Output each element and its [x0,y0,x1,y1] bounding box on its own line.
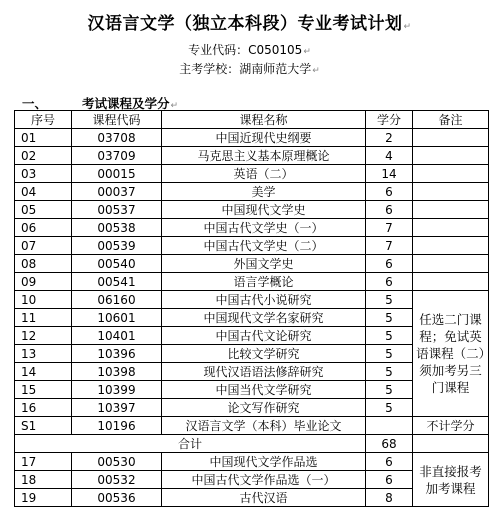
course-name: 中国古代文学作品选（一） [162,471,366,489]
course-credit: 6 [366,471,413,489]
course-credit: 4 [366,147,413,165]
course-code: 03708 [72,129,162,147]
course-name: 现代汉语语法修辞研究 [162,363,366,381]
course-code: 00536 [72,489,162,507]
course-code: 00037 [72,183,162,201]
total-label: 合计 [15,435,366,453]
return-mark-icon: ↵ [312,66,320,76]
section-number: 一、 [22,96,48,111]
course-credit: 5 [366,309,413,327]
course-name: 语言学概论 [162,273,366,291]
row-number: 08 [15,255,72,273]
course-name: 比较文学研究 [162,345,366,363]
course-credit: 5 [366,363,413,381]
course-name: 论文写作研究 [162,399,366,417]
course-code: 00539 [72,237,162,255]
course-code: 10398 [72,363,162,381]
course-code: 10601 [72,309,162,327]
course-name: 中国当代文学研究 [162,381,366,399]
table-row [15,129,489,147]
course-credit [366,417,413,435]
course-name: 中国古代文论研究 [162,327,366,345]
header-note: 备注 [413,111,489,129]
course-name: 中国近现代史纲要 [162,129,366,147]
course-name: 汉语言文学（本科）毕业论文 [162,417,366,435]
course-credit: 7 [366,237,413,255]
table-row [15,201,489,219]
course-table [14,110,489,507]
header-code: 课程代码 [72,111,162,129]
course-name: 中国现代文学名家研究 [162,309,366,327]
total-row [15,435,489,453]
course-code: 00530 [72,453,162,471]
course-name: 中国现代文学史 [162,201,366,219]
course-credit: 7 [366,219,413,237]
course-name: 中国古代文学史（二） [162,237,366,255]
table-row [15,291,489,309]
course-code: 10401 [72,327,162,345]
header-no: 序号 [15,111,72,129]
course-credit: 6 [366,453,413,471]
course-credit: 6 [366,255,413,273]
course-note: 不计学分 [413,417,489,435]
thesis-row [15,417,489,435]
course-name: 中国古代小说研究 [162,291,366,309]
exam-school: 主考学校：湖南师范大学↵ [179,62,320,76]
course-code: 00540 [72,255,162,273]
course-credit: 5 [366,399,413,417]
table-header-row [15,111,489,129]
course-credit: 6 [366,273,413,291]
table-row [15,219,489,237]
elective-group-note: 任选二门课程；免试英语课程（二）须加考另三门课程 [413,291,489,417]
course-code: 03709 [72,147,162,165]
course-credit: 6 [366,201,413,219]
course-code: 00015 [72,165,162,183]
row-number: 07 [15,237,72,255]
row-number: 17 [15,453,72,471]
course-credit: 6 [366,183,413,201]
row-number: S1 [15,417,72,435]
row-number: 04 [15,183,72,201]
course-note [413,165,489,183]
course-note [413,273,489,291]
row-number: 18 [15,471,72,489]
course-name: 外国文学史 [162,255,366,273]
table-row [15,255,489,273]
row-number: 15 [15,381,72,399]
table-row [15,165,489,183]
course-code: 10396 [72,345,162,363]
course-name: 古代汉语 [162,489,366,507]
extra-course-note: 非直接报考加考课程 [413,453,489,507]
row-number: 11 [15,309,72,327]
table-row [15,453,489,471]
table-row [15,183,489,201]
course-note [413,237,489,255]
course-name: 中国古代文学史（一） [162,219,366,237]
header-credit: 学分 [366,111,413,129]
section-title: 考试课程及学分 [82,96,170,111]
course-table-body [15,129,489,507]
course-code: 10397 [72,399,162,417]
total-credit: 68 [366,435,413,453]
course-note [413,255,489,273]
return-mark-icon: ↵ [303,47,311,57]
major-code: 专业代码：C050105↵ [188,43,311,57]
row-number: 19 [15,489,72,507]
course-credit: 5 [366,381,413,399]
row-number: 06 [15,219,72,237]
row-number: 10 [15,291,72,309]
row-number: 16 [15,399,72,417]
course-note [413,129,489,147]
course-code: 00532 [72,471,162,489]
table-row [15,273,489,291]
row-number: 02 [15,147,72,165]
row-number: 09 [15,273,72,291]
course-credit: 5 [366,327,413,345]
row-number: 12 [15,327,72,345]
row-number: 13 [15,345,72,363]
course-name: 马克思主义基本原理概论 [162,147,366,165]
return-mark-icon: ↵ [170,101,179,111]
course-code: 00537 [72,201,162,219]
course-credit: 8 [366,489,413,507]
course-note [413,147,489,165]
total-note [413,435,489,453]
page-title: 汉语言文学（独立本科段）专业考试计划↵ [87,14,412,34]
course-note [413,183,489,201]
course-code: 06160 [72,291,162,309]
course-code: 10399 [72,381,162,399]
table-row [15,237,489,255]
header-name: 课程名称 [162,111,366,129]
course-credit: 5 [366,291,413,309]
course-name: 中国现代文学作品选 [162,453,366,471]
table-row [15,147,489,165]
row-number: 14 [15,363,72,381]
course-note [413,219,489,237]
course-code: 00538 [72,219,162,237]
course-note [413,201,489,219]
return-mark-icon: ↵ [403,22,412,32]
row-number: 03 [15,165,72,183]
course-credit: 14 [366,165,413,183]
course-name: 英语（二） [162,165,366,183]
row-number: 05 [15,201,72,219]
course-credit: 5 [366,345,413,363]
course-code: 00541 [72,273,162,291]
row-number: 01 [15,129,72,147]
course-name: 美学 [162,183,366,201]
course-code: 10196 [72,417,162,435]
course-credit: 2 [366,129,413,147]
